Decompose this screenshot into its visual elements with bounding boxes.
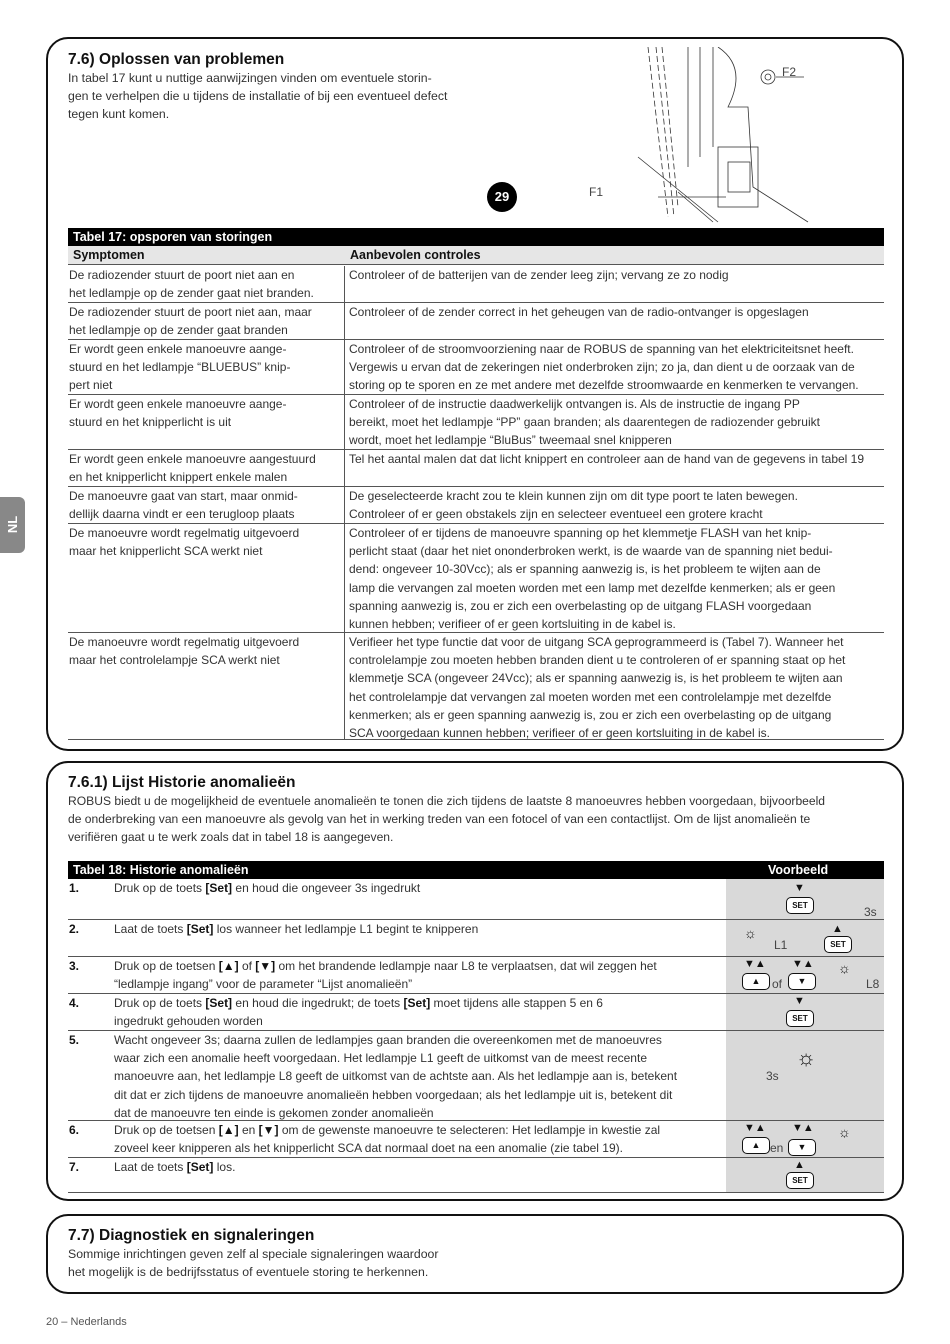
section-title: 7.6.1) Lijst Historie anomalieën: [68, 774, 296, 791]
column-header-symptoms: Symptomen: [73, 248, 145, 262]
down-key-icon: ▼: [788, 973, 816, 990]
arrow-down-icon: ▼▲: [744, 958, 766, 970]
table-row: Er wordt geen enkele manoeuvre aange- stuurd en het ledlampje “BLUEBUS” knip- pert niet Controleer of de stroomvoorziening naar de ROBUS de spanning van het elektriciteitsnet heeft. Vergewis u ervan dat de zekeringen niet onderbroken zijn; zo ja, dan dient u de oorzaak van de storing op te sporen en ze met andere met dezelfde stroomwaarde en kenmerken te vervangen.: [68, 340, 884, 395]
arrow-down-icon: ▼▲: [792, 1122, 814, 1134]
table-step: 1. Druk op de toets [Set] en houd die ongeveer 3s ingedrukt ▼ SET 3s: [68, 879, 884, 920]
figure-label-f1: F1: [589, 185, 604, 199]
section-diagnostics: [46, 1214, 904, 1294]
table-row: Er wordt geen enkele manoeuvre aangestuurd en het knipperlicht knippert enkele malen Tel het aantal malen dat dat licht knippert en controleer aan de hand van de gegevens in tabel 19: [68, 450, 884, 487]
arrow-down-icon: ▼▲: [792, 958, 814, 970]
table-18-title: Tabel 18: Historie anomalieën Voorbeeld: [68, 861, 884, 879]
table-row: Er wordt geen enkele manoeuvre aange- stuurd en het knipperlicht is uit Controleer of de instructie daadwerkelijk ontvangen is. Als de instructie de ingang PP bereikt, moet het ledlampje “PP” gaan branden; als daarentegen de radiozender gebruikt wordt, moet het ledlampje “BluBus” tweemaal snel knipperen: [68, 395, 884, 450]
section-intro: In tabel 17 kunt u nuttige aanwijzingen vinden om eventuele storin- gen te verhelpen die u tijdens de installatie of bij een eventueel defect tegen kunt komen.: [68, 71, 448, 121]
arrow-down-icon: ▼▲: [744, 1122, 766, 1134]
table-row: De radiozender stuurt de poort niet aan en het ledlampje op de zender gaat niet branden. Controleer of de batterijen van de zender leeg zijn; vervang ze zo nodig: [68, 266, 884, 303]
up-key-icon: ▲: [742, 1137, 770, 1154]
led-blink-icon: ☼: [744, 925, 757, 941]
section-title: 7.6) Oplossen van problemen: [68, 51, 285, 68]
section-title: 7.7) Diagnostiek en signaleringen: [68, 1227, 315, 1244]
section-intro: Sommige inrichtingen geven zelf al speciale signaleringen waardoor het mogelijk is de bedrijfsstatus of eventuele storing te herkennen.: [68, 1247, 439, 1279]
figure-label-f2: F2: [782, 65, 797, 79]
page-footer: 20 – Nederlands: [46, 1316, 127, 1328]
language-tab: NL: [0, 497, 25, 553]
arrow-up-icon: ▲: [832, 923, 843, 935]
down-key-icon: ▼: [788, 1139, 816, 1156]
led-on-icon: ☼: [796, 1045, 817, 1070]
figure-number-badge: 29: [487, 182, 517, 212]
arrow-up-icon: ▲: [794, 1159, 805, 1171]
table-17-column-headers: [68, 246, 884, 265]
section-troubleshooting: [46, 37, 904, 751]
column-header-checks: Aanbevolen controles: [350, 248, 481, 262]
step-example: 3s ☼: [726, 1031, 884, 1120]
led-blink-icon: ☼: [838, 960, 851, 976]
set-key-icon: SET: [824, 936, 852, 953]
table-17-title: Tabel 17: opsporen van storingen: [68, 228, 884, 246]
set-key-icon: SET: [786, 1172, 814, 1189]
example-column-header: Voorbeeld: [768, 863, 829, 877]
set-key-icon: SET: [786, 897, 814, 914]
step-example: ☼ L1 ▲ SET: [726, 920, 884, 956]
table-step: 5. Wacht ongeveer 3s; daarna zullen de ledlampjes gaan branden die overeenkomen met de manoeuvres waar zich een anomalie heeft voorgedaan. Het ledlampje L1 geeft de uitkomst van de meest recente manoeuvre aan, het ledlampje L8 geeft de uitkomst van de achtste aan. Als het ledlampje aan is, betekent dit dat er zich tijdens de manoeuvre anomalieën hebben voorgedaan; als het ledlampje uit is, betekent dit dat de manoeuvre ten einde is gekomen zonder anomalieën 3s ☼: [68, 1031, 884, 1121]
step-example: ▼▲ ▲ en ▼▲ ▼ ☼: [726, 1121, 884, 1157]
step-example: [726, 1158, 884, 1192]
step-example: ▼ SET 3s: [726, 879, 884, 919]
set-key-icon: SET: [786, 1010, 814, 1027]
table-row: De radiozender stuurt de poort niet aan, maar het ledlampje op de zender gaat branden Controleer of de zender correct in het geheugen van de radio-ontvanger is opgeslagen: [68, 303, 884, 340]
table-step: 4. Druk op de toets [Set] en houd die ingedrukt; de toets [Set] moet tijdens alle stappen 5 en 6 ingedrukt gehouden worden ▼ SET: [68, 994, 884, 1031]
table-row: De manoeuvre gaat van start, maar onmid- dellijk daarna vindt er een terugloop plaats De geselecteerde kracht zou te klein kunnen zijn om dit type poort te laten bewegen. Controleer of er geen obstakels zijn en selecteer eventueel een grotere kracht: [68, 487, 884, 524]
table-step: 2. Laat de toets [Set] los wanneer het ledlampje L1 begint te knipperen ☼ L1 ▲ SET: [68, 920, 884, 957]
table-step: 3. Druk op de toetsen [▲] of [▼] om het brandende ledlampje naar L8 te verplaatsen, dat wil zeggen het “ledlampje ingang” voor de parameter “Lijst anomalieën” ▼▲ ▲ of ▼▲ ▼ ☼ L8: [68, 957, 884, 994]
section-intro: ROBUS biedt u de mogelijkheid de eventuele anomalieën te tonen die zich tijdens de laatste 8 manoeuvres hebben voorgedaan, bijvoorbeeld de onderbreking van een manoeuvre als gevolg van het in werking treden van een fotocel of van een contactlijst. Om de lijst anomalieën te verifiëren gaat u te werk zoals dat in tabel 18 is aangegeven.: [68, 794, 826, 844]
led-blink-icon: ☼: [838, 1124, 851, 1140]
table-step: 7. Laat de toets [Set] los. ▲ SET: [68, 1158, 884, 1193]
arrow-down-icon: ▼: [794, 995, 805, 1007]
up-key-icon: ▲: [742, 973, 770, 990]
arrow-down-icon: ▼: [794, 882, 805, 894]
table-row: De manoeuvre wordt regelmatig uitgevoerd maar het controlelampje SCA werkt niet Verifieer het type functie dat voor de uitgang SCA geprogrammeerd is (Tabel 7). Wanneer het controlelampje zou moeten hebben branden dient u te controleren of er spanning staat op het klemmetje SCA (ongeveer 24Vcc); als er spanning aanwezig is, is het probleem te wijten aan het controlelampje dat vervangen zal moeten worden met een controlelampje met dezelfde kenmerken; als er geen spanning aanwezig is, zou er zich een overbelasting op de uitgang SCA voorgedaan kunnen hebben; verifieer of er geen kortsluiting in de kabel is.: [68, 633, 884, 740]
section-anomaly-history: [46, 761, 904, 1201]
table-row: De manoeuvre wordt regelmatig uitgevoerd maar het knipperlicht SCA werkt niet Controleer of er tijdens de manoeuvre spanning op het klemmetje FLASH van het knip- perlicht staat (daar het niet ononderbroken werkt, is de waarde van de spanning niet bedui- dend: ongeveer 10-30Vcc); als er spanning aanwezig is, is het probleem te wijten aan de lamp die vervangen zal moeten worden met een lamp met dezelfde kenmerken; als er geen spanning aanwezig is, zou er zich een overbelasting op de uitgang FLASH voorgedaan kunnen hebben; verifieer of er geen kortsluiting in de kabel is.: [68, 524, 884, 633]
table-step: 6. Druk op de toetsen [▲] en [▼] om de gewenste manoeuvre te selecteren: Het ledlampje in kwestie zal zoveel keer knipperen als het knipperlicht SCA dat normaal doet na een anomalie (zie tabel 19). ▼▲ ▲ en ▼▲ ▼ ☼: [68, 1121, 884, 1158]
step-example: ▼▲ ▲ of ▼▲ ▼ ☼ L8: [726, 957, 884, 993]
step-example: [726, 994, 884, 1030]
